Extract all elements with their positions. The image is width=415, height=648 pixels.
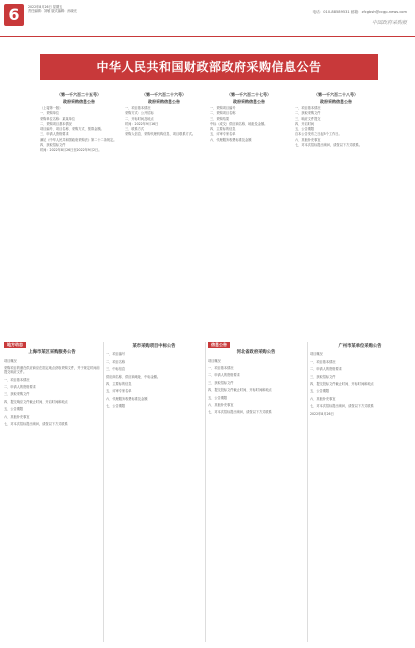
notice-paragraph: 四、主要标的信息 xyxy=(210,127,236,132)
notice-column-1 xyxy=(40,90,118,330)
notice-paragraph: （上接第一版） xyxy=(40,106,63,110)
section-paragraph: 七、对本次招标提出询问，请按以下方式联系 xyxy=(208,410,272,415)
section-paragraph: 三、获取采购文件 xyxy=(4,392,30,397)
column-divider xyxy=(205,342,206,642)
notice-paragraph: 一、项目基本情况 xyxy=(125,106,151,110)
section-paragraph: 七、公告期限 xyxy=(106,404,126,409)
notice-paragraph: 二、采购项目基本情况 xyxy=(40,121,72,126)
section-paragraph: 四、提交投标文件截止时间、开标时间和地点 xyxy=(310,381,374,386)
notice-paragraph: 六、代理服务收费标准及金额 xyxy=(210,137,252,142)
notice-column-4 xyxy=(295,90,377,330)
column-divider xyxy=(103,342,104,642)
notice-paragraph: 一、项目基本情况 xyxy=(295,106,321,110)
notice-paragraph: 自本公告发布之日起5个工作日。 xyxy=(295,132,342,137)
section-title: 河北省政府采购公告 xyxy=(236,350,276,356)
header-brand: 中国政府采购报 xyxy=(371,20,407,26)
section-paragraph: 三、中标信息 xyxy=(106,367,126,372)
section-paragraph: 五、评审专家名单 xyxy=(106,389,132,394)
notice-paragraph: 三、采购结果 xyxy=(210,116,230,121)
notice-paragraph: 采购单位名称：某某单位 xyxy=(40,116,76,121)
notice-subtitle: 政府采购信息公告 xyxy=(148,99,180,104)
notice-paragraph: 一、采购单位 xyxy=(40,111,60,116)
notice-paragraph: 项目编号、项目名称、采购方式、预算金额。 xyxy=(40,127,104,132)
header-date: 2022年8月26日 星期五 xyxy=(28,5,63,9)
section-paragraph: 2022年8月26日 xyxy=(310,411,334,416)
column-divider xyxy=(307,342,308,642)
notice-paragraph: 三、响应文件提交 xyxy=(295,116,321,121)
page-header xyxy=(0,0,415,44)
section-title: 广州市某单位采购公告 xyxy=(338,344,382,349)
notice-column-2 xyxy=(125,90,203,330)
section-paragraph: 项目概况 xyxy=(310,352,323,357)
notice-paragraph: 五、评审专家名单 xyxy=(210,132,236,137)
section-paragraph: 三、获取招标文件 xyxy=(208,380,234,385)
section-paragraph: 六、其他补充事宜 xyxy=(208,402,234,407)
section-paragraph: 五、公告期限 xyxy=(208,395,228,400)
notice-paragraph: 中标（成交）供应商名称、地址及金额。 xyxy=(210,121,268,126)
notice-paragraph: 六、其他补充事宜 xyxy=(295,137,321,142)
section-paragraph: 七、对本次招标提出询问，请按以下方式联系 xyxy=(4,421,68,426)
header-editor: 责任编辑：刘敏 版式编辑：孙晓光 xyxy=(28,9,77,14)
notice-paragraph: 三、联系方式 xyxy=(125,127,145,132)
section-paragraph: 采购项目的潜在供应商应在指定地点获取采购文件，并于规定时间前提交响应文件。 xyxy=(4,365,100,375)
notice-paragraph: 四、开启时间 xyxy=(295,121,315,126)
section-paragraph: 一、项目基本情况 xyxy=(310,359,336,364)
header-divider xyxy=(0,36,415,37)
notice-paragraph: 时间：2022年8月26日至2022年9月2日。 xyxy=(40,148,102,153)
notice-paragraph: 四、获取招标文件 xyxy=(40,143,66,148)
section-paragraph: 供应商名称、供应商地址、中标金额。 xyxy=(106,374,161,379)
notice-paragraph: 二、采购项目名称 xyxy=(210,111,236,116)
section-paragraph: 二、申请人的资格要求 xyxy=(310,367,342,372)
section-paragraph: 二、申请人的资格要求 xyxy=(4,384,36,389)
section-paragraph: 四、提交投标文件截止时间、开标时间和地点 xyxy=(208,388,272,393)
section-paragraph: 六、其他补充事宜 xyxy=(310,396,336,401)
notice-paragraph: 二、开标时间及地点 xyxy=(125,116,154,121)
notice-paragraph: 三、申请人资格要求 xyxy=(40,132,69,137)
bottom-section-3 xyxy=(208,342,304,648)
notice-number: （第一千六百二十六号） xyxy=(142,92,186,97)
notice-number: （第一千六百二十八号） xyxy=(314,92,358,97)
notice-subtitle: 政府采购信息公告 xyxy=(233,99,265,104)
section-tag: 信息公告 xyxy=(208,342,230,348)
section-tag: 地方动态 xyxy=(4,342,26,348)
section-title: 上海市某区采购服务公告 xyxy=(28,350,76,356)
section-paragraph: 七、对本次招标提出询问，请按以下方式联系 xyxy=(310,404,374,409)
header-contact: 电话：010-88589531 邮箱：zfcgbsh@ccgp-news.com xyxy=(312,10,407,14)
section-paragraph: 五、公告期限 xyxy=(4,407,24,412)
title-banner xyxy=(40,54,378,80)
section-paragraph: 二、项目名称 xyxy=(106,359,126,364)
page-title: 中华人民共和国财政部政府采购信息公告 xyxy=(96,60,322,74)
section-title: 某市采购项目中标公告 xyxy=(132,344,176,349)
section-paragraph: 二、申请人的资格要求 xyxy=(208,373,240,378)
section-paragraph: 一、项目编号 xyxy=(106,352,126,357)
section-paragraph: 六、其他补充事宜 xyxy=(4,414,30,419)
section-paragraph: 项目概况 xyxy=(208,358,221,363)
notice-paragraph: 二、获取采购文件 xyxy=(295,111,321,116)
section-paragraph: 六、代理服务收费标准及金额 xyxy=(106,396,148,401)
notice-paragraph: 七、对本次招标提出询问，请按以下方式联系。 xyxy=(295,143,362,148)
header-info xyxy=(28,5,178,14)
bottom-section-4 xyxy=(310,342,410,648)
notice-paragraph: 五、公告期限 xyxy=(295,127,315,132)
notice-column-3 xyxy=(210,90,288,330)
top-notices xyxy=(40,90,380,330)
section-paragraph: 五、公告期限 xyxy=(310,389,330,394)
section-paragraph: 项目概况 xyxy=(4,358,17,363)
notice-paragraph: 采购人信息、采购代理机构信息、项目联系方式。 xyxy=(125,132,196,137)
page-number: 6 xyxy=(4,4,24,26)
section-paragraph: 一、项目基本情况 xyxy=(208,365,234,370)
notice-paragraph: 一、采购项目编号 xyxy=(210,106,236,110)
section-paragraph: 四、主要标的信息 xyxy=(106,381,132,386)
notice-paragraph: 满足《中华人民共和国政府采购法》第二十二条规定。 xyxy=(40,137,117,142)
notice-paragraph: 采购方式：公开招标 xyxy=(125,111,154,116)
notice-subtitle: 政府采购信息公告 xyxy=(320,99,352,104)
notice-number: （第一千六百二十五号） xyxy=(57,92,101,97)
section-paragraph: 一、项目基本情况 xyxy=(4,377,30,382)
bottom-section-1 xyxy=(4,342,100,648)
notice-number: （第一千六百二十七号） xyxy=(227,92,271,97)
notice-subtitle: 政府采购信息公告 xyxy=(63,99,95,104)
bottom-notices xyxy=(0,342,415,648)
bottom-section-2 xyxy=(106,342,202,648)
section-paragraph: 三、获取招标文件 xyxy=(310,374,336,379)
section-paragraph: 四、提交响应文件截止时间、开启时间和地点 xyxy=(4,399,68,404)
notice-paragraph: 时间：2022年9月16日 xyxy=(125,121,159,126)
